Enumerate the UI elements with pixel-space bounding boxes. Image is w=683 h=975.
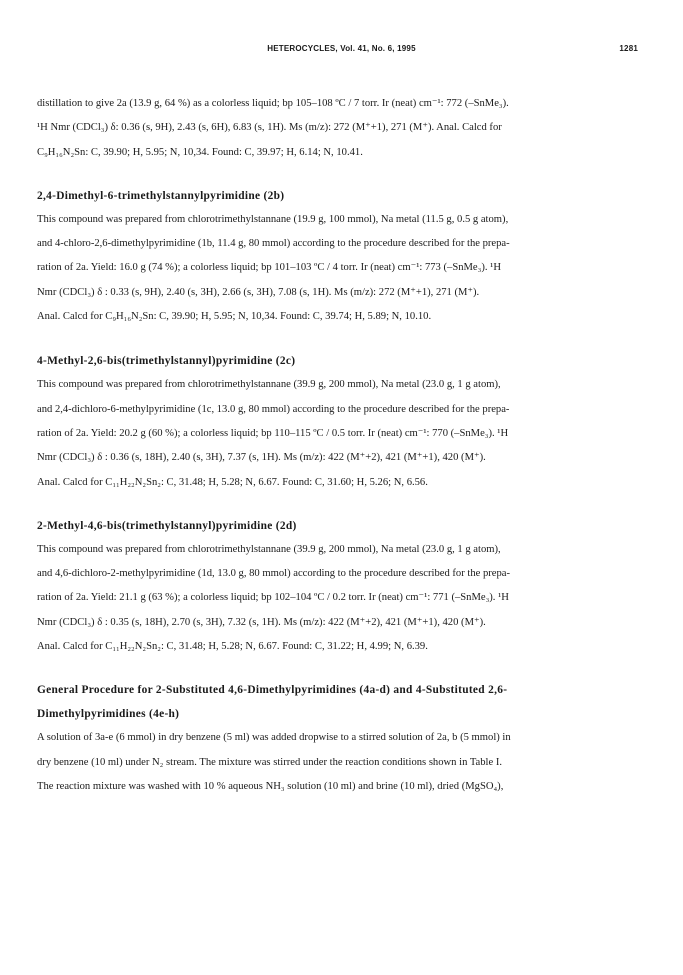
journal-citation: HETEROCYCLES, Vol. 41, No. 6, 1995	[267, 44, 416, 53]
running-header	[0, 44, 683, 58]
text-line: A solution of 3a-e (6 mmol) in dry benzene (5 ml) was added dropwise to a stirred solution of 2a, b (5 mmol) in	[37, 732, 511, 744]
text-line: Anal. Calcd for C₁₁H₂₂N₂Sn₂: C, 31.48; H, 5.28; N, 6.67. Found: C, 31.22; H, 4.99; N, 6.39.	[37, 641, 428, 653]
text-line: and 2,4-dichloro-6-methylpyrimidine (1c, 13.0 g, 80 mmol) according to the procedure described for the prepa-	[37, 403, 510, 415]
article-body	[37, 92, 651, 799]
text-line: This compound was prepared from chlorotrimethylstannane (39.9 g, 200 mmol), Na metal (23.0 g, 1 g atom),	[37, 543, 501, 555]
text-line: Anal. Calcd for C₉H₁₆N₂Sn: C, 39.90; H, 5.95; N, 10,34. Found: C, 39.74; H, 5.89; N, 10.10.	[37, 311, 432, 323]
text-line: ¹H Nmr (CDCl₃) δ: 0.36 (s, 9H), 2.43 (s, 6H), 6.83 (s, 1H). Ms (m/z): 272 (M⁺+1), 271 (M⁺). Anal. Calcd for	[37, 122, 502, 134]
section-heading: 2-Methyl-4,6-bis(trimethylstannyl)pyrimidine (2d)	[37, 519, 297, 532]
text-line: and 4-chloro-2,6-dimethylpyrimidine (1b, 11.4 g, 80 mmol) according to the procedure described for the prepa-	[37, 238, 510, 250]
section-heading: 4-Methyl-2,6-bis(trimethylstannyl)pyrimidine (2c)	[37, 355, 296, 368]
text-line: dry benzene (10 ml) under N₂ stream. The mixture was stirred under the reaction conditions shown in Table I.	[37, 756, 503, 768]
section-2b	[37, 184, 651, 329]
section-2c	[37, 349, 651, 494]
section-2d	[37, 514, 651, 659]
text-line: Anal. Calcd for C₁₁H₂₂N₂Sn₂: C, 31.48; H, 5.28; N, 6.67. Found: C, 31.60; H, 5.26; N, 6.56.	[37, 476, 428, 488]
text-line: and 4,6-dichloro-2-methylpyrimidine (1d, 13.0 g, 80 mmol) according to the procedure described for the prepa-	[37, 568, 511, 580]
page-number: 1281	[619, 44, 638, 53]
intro-paragraph	[37, 92, 651, 165]
text-line: This compound was prepared from chlorotrimethylstannane (19.9 g, 100 mmol), Na metal (11.5 g, 0.5 g atom),	[37, 213, 509, 225]
text-line: distillation to give 2a (13.9 g, 64 %) as a colorless liquid; bp 105–108 ºC / 7 torr. Ir (neat) cm⁻¹: 772 (–SnMe₃).	[37, 98, 509, 109]
text-line: ration of 2a. Yield: 21.1 g (63 %); a colorless liquid; bp 102–104 ºC / 0.2 torr. Ir (neat) cm⁻¹: 771 (–SnMe₃). ¹H	[37, 592, 509, 604]
section-general-procedure	[37, 678, 651, 799]
text-line: C₉H₁₆N₂Sn: C, 39.90; H, 5.95; N, 10,34. Found: C, 39.97; H, 6.14; N, 10.41.	[37, 146, 363, 158]
section-heading: General Procedure for 2-Substituted 4,6-Dimethylpyrimidines (4a-d) and 4-Substituted 2,6-	[37, 684, 508, 697]
text-line: ration of 2a. Yield: 16.0 g (74 %); a colorless liquid; bp 101–103 ºC / 4 torr. Ir (neat) cm⁻¹: 773 (–SnMe₃). ¹H	[37, 262, 501, 274]
text-line: The reaction mixture was washed with 10 % aqueous NH₃ solution (10 ml) and brine (10 ml), dried (MgSO₄),	[37, 780, 504, 792]
text-line: Nmr (CDCl₃) δ : 0.36 (s, 18H), 2.40 (s, 3H), 7.37 (s, 1H). Ms (m/z): 422 (M⁺+2), 421 (M⁺+1), 420 (M⁺).	[37, 452, 486, 464]
text-line: ration of 2a. Yield: 20.2 g (60 %); a colorless liquid; bp 110–115 ºC / 0.5 torr. Ir (neat) cm⁻¹: 770 (–SnMe₃). ¹H	[37, 427, 509, 439]
section-heading: 2,4-Dimethyl-6-trimethylstannylpyrimidine (2b)	[37, 189, 285, 202]
text-line: This compound was prepared from chlorotrimethylstannane (39.9 g, 200 mmol), Na metal (23.0 g, 1 g atom),	[37, 379, 501, 391]
text-line: Nmr (CDCl₃) δ : 0.35 (s, 18H), 2.70 (s, 3H), 7.32 (s, 1H). Ms (m/z): 422 (M⁺+2), 421 (M⁺+1), 420 (M⁺).	[37, 616, 486, 628]
section-heading-continued: Dimethylpyrimidines (4e-h)	[37, 708, 180, 721]
text-line: Nmr (CDCl₃) δ : 0.33 (s, 9H), 2.40 (s, 3H), 2.66 (s, 3H), 7.08 (s, 1H). Ms (m/z): 272 (M⁺+1), 271 (M⁺).	[37, 286, 480, 298]
